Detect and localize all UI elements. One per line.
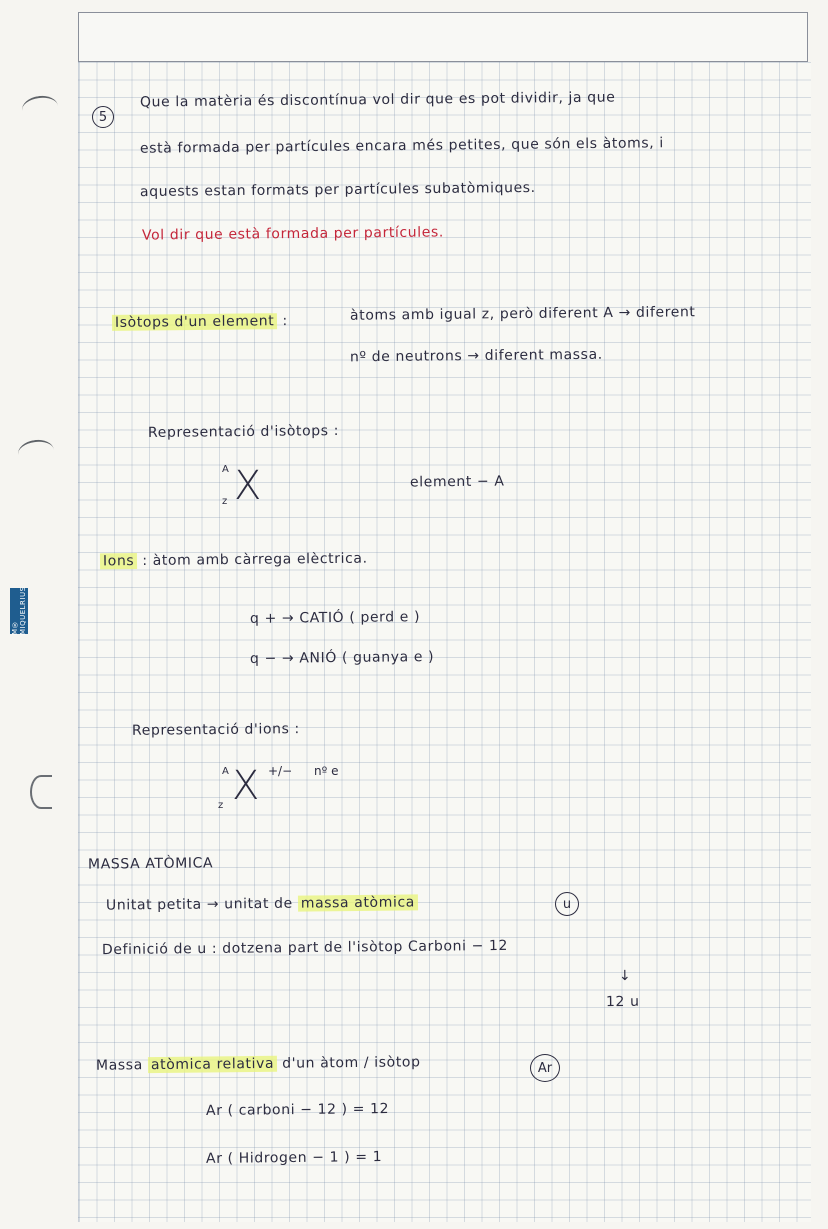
unit-line bbox=[106, 894, 418, 913]
isotops-def1: àtoms amb igual z, però diferent A → diferent bbox=[349, 304, 696, 324]
ions-repr-title: Representació d'ions : bbox=[131, 721, 300, 739]
isotop-symbol: X bbox=[234, 463, 262, 509]
isotops-repr-title: Representació d'isòtops : bbox=[147, 423, 340, 441]
binder-hole-2 bbox=[17, 438, 56, 467]
header-box bbox=[78, 12, 808, 62]
brand-logo: M® MIQUELRIUS bbox=[11, 586, 27, 636]
ion-mass-number: A bbox=[222, 766, 229, 777]
isotops-def2: nº de neutrons → diferent massa. bbox=[349, 346, 603, 366]
unit-line-text: Unitat petita → unitat de bbox=[105, 895, 293, 914]
ar-symbol-circle: Ar bbox=[530, 1054, 560, 1082]
twelve-u: 12 u bbox=[605, 993, 640, 1011]
ion-atomic-number: z bbox=[218, 800, 224, 811]
ion-charge: +/− bbox=[268, 764, 293, 778]
relative-mass-pre: Massa bbox=[95, 1057, 143, 1074]
unit-line-highlight: massa atòmica bbox=[298, 894, 418, 911]
ion-symbol: X bbox=[232, 763, 260, 809]
ion-electrons: nº e bbox=[314, 764, 339, 778]
ions-term: Ions bbox=[100, 553, 137, 569]
unit-symbol-circle: u bbox=[555, 892, 579, 916]
binder-hole-1 bbox=[21, 94, 60, 123]
ions-anion: q − → ANIÓ ( guanya e ) bbox=[249, 649, 435, 667]
section5-line1: Que la matèria és discontínua vol dir que es pot dividir, ja que bbox=[139, 89, 616, 111]
isotop-atomic-number: z bbox=[222, 496, 228, 507]
definition-arrow: ↓ bbox=[618, 967, 632, 985]
ar-hydrogen: Ar ( Hidrogen − 1 ) = 1 bbox=[205, 1149, 383, 1167]
relative-mass-post: d'un àtom / isòtop bbox=[282, 1054, 421, 1072]
ions-line bbox=[100, 551, 368, 570]
ar-carbon: Ar ( carboni − 12 ) = 12 bbox=[205, 1101, 390, 1119]
section5-correction: Vol dir que està formada per partícules. bbox=[141, 224, 444, 244]
ions-def: : àtom amb càrrega elèctrica. bbox=[142, 550, 368, 569]
massa-heading: MASSA ATÒMICA bbox=[87, 855, 214, 873]
binder-hole-3 bbox=[30, 775, 52, 809]
isotops-term-line bbox=[112, 313, 288, 331]
definition-line: Definició de u : dotzena part de l'isòtop Carboni − 12 bbox=[101, 937, 509, 959]
isotop-notation: element − A bbox=[409, 473, 505, 491]
isotops-term: Isòtops d'un element bbox=[112, 313, 278, 331]
ions-cation: q + → CATIÓ ( perd e ) bbox=[249, 609, 421, 627]
isotops-colon: : bbox=[282, 313, 288, 330]
relative-mass-highlight: atòmica relativa bbox=[148, 1056, 277, 1073]
section5-line2: està formada per partícules encara més petites, que són els àtoms, i bbox=[139, 135, 664, 157]
section5-line3: aquests estan formats per partícules subatòmiques. bbox=[139, 179, 536, 201]
isotop-mass-number: A bbox=[222, 464, 229, 475]
relative-mass-line bbox=[96, 1054, 421, 1073]
section-number: 5 bbox=[92, 106, 114, 128]
